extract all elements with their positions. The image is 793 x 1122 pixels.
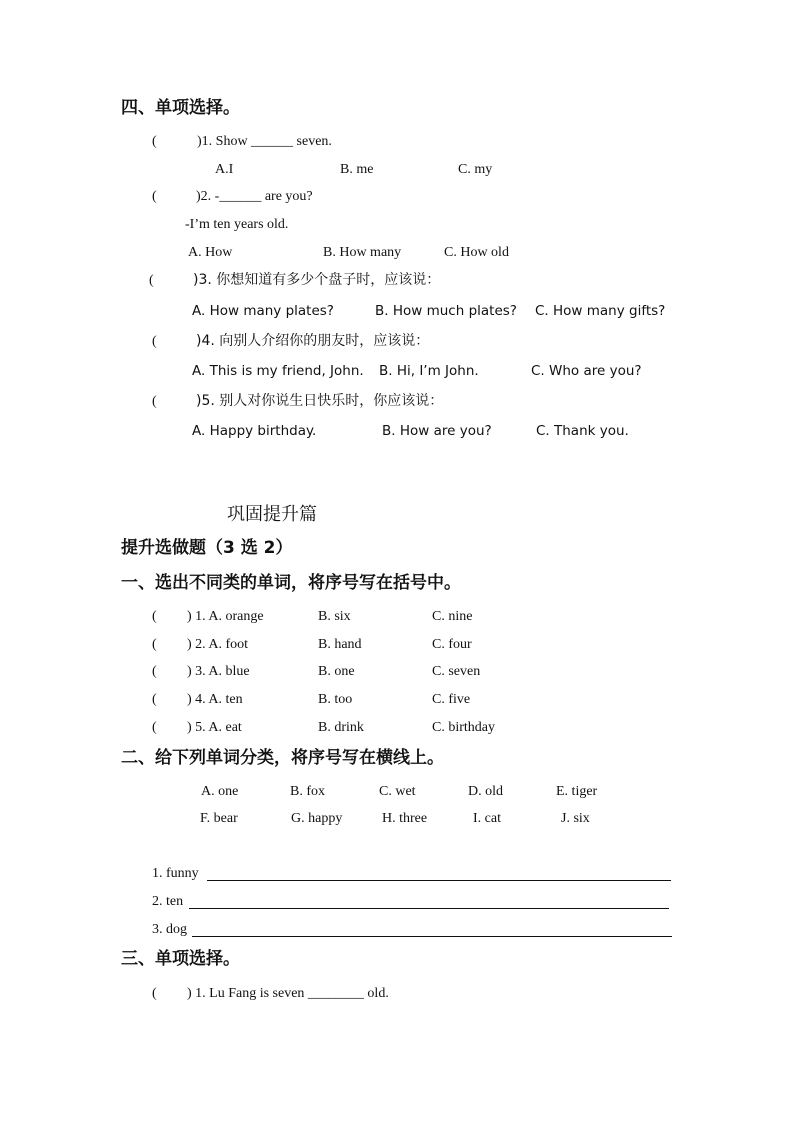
answer-paren[interactable]: ( (152, 609, 157, 624)
option-a: A. How many plates? (192, 303, 334, 319)
word-choice: B. fox (290, 784, 325, 799)
word-choice: E. tiger (556, 784, 598, 799)
answer-line[interactable] (207, 880, 671, 881)
word-choice: D. old (468, 784, 503, 799)
option-c: C. nine (432, 609, 473, 624)
question-stem: )2. -______ are you? (196, 189, 313, 204)
section-subtitle: 提升选做题（3 选 2） (121, 538, 293, 558)
option-c: C. five (432, 692, 471, 707)
answer-paren[interactable]: ( (152, 720, 157, 735)
option-b: B. How are you? (382, 423, 492, 439)
answer-paren[interactable]: ( (152, 134, 157, 149)
question-stem: )5. 别人对你说生日快乐时，你应该说： (196, 393, 444, 409)
section-heading-1: 一、选出不同类的单词，将序号写在括号中。 (121, 573, 461, 593)
option-a: A.I (215, 162, 234, 177)
answer-paren[interactable]: ( (152, 189, 157, 204)
option-b: B. Hi, I’m John. (379, 363, 479, 379)
question-stem: ) 1. Lu Fang is seven ________ old. (187, 986, 389, 1001)
option-b: B. six (318, 609, 351, 624)
list-item: ) 3. A. blue (187, 664, 250, 679)
option-b: B. How much plates? (375, 303, 517, 319)
word-choice: J. six (561, 811, 590, 826)
option-c: C. seven (432, 664, 481, 679)
word-choice: C. wet (379, 784, 416, 799)
word-choice: F. bear (200, 811, 238, 826)
option-b: B. too (318, 692, 353, 707)
section-heading-2: 二、给下列单词分类，将序号写在横线上。 (121, 748, 444, 768)
option-b: B. drink (318, 720, 364, 735)
option-c: C. four (432, 637, 472, 652)
list-item: ) 2. A. foot (187, 637, 249, 652)
word-choice: I. cat (473, 811, 501, 826)
question-stem: )1. Show ______ seven. (197, 134, 332, 149)
dialogue-line: -I’m ten years old. (185, 217, 289, 232)
answer-paren[interactable]: ( (152, 664, 157, 679)
answer-line[interactable] (192, 936, 672, 937)
answer-line[interactable] (189, 908, 669, 909)
answer-paren[interactable]: ( (152, 637, 157, 652)
answer-paren[interactable]: ( (152, 692, 157, 707)
option-b: B. me (340, 162, 374, 177)
word-choice: H. three (382, 811, 428, 826)
section-heading-3: 三、单项选择。 (121, 949, 240, 969)
option-c: C. How old (444, 245, 509, 260)
option-c: C. birthday (432, 720, 495, 735)
option-b: B. How many (323, 245, 402, 260)
option-c: C. How many gifts? (535, 303, 666, 319)
answer-paren[interactable]: ( (152, 334, 157, 349)
answer-paren[interactable]: ( (149, 273, 154, 288)
section-title: 巩固提升篇 (227, 504, 317, 525)
option-b: B. hand (318, 637, 362, 652)
word-choice: A. one (201, 784, 239, 799)
option-c: C. Who are you? (531, 363, 642, 379)
list-item: ) 5. A. eat (187, 720, 242, 735)
question-stem: )4. 向别人介绍你的朋友时，应该说： (196, 333, 430, 349)
option-a: A. Happy birthday. (192, 423, 317, 439)
list-item: ) 4. A. ten (187, 692, 243, 707)
category-label: 2. ten (152, 894, 184, 909)
option-a: A. How (188, 245, 233, 260)
section-heading-4: 四、单项选择。 (121, 98, 240, 118)
option-c: C. my (458, 162, 493, 177)
option-c: C. Thank you. (536, 423, 629, 439)
list-item: ) 1. A. orange (187, 609, 264, 624)
answer-paren[interactable]: ( (152, 394, 157, 409)
option-b: B. one (318, 664, 355, 679)
category-label: 3. dog (152, 922, 187, 937)
option-a: A. This is my friend, John. (192, 363, 364, 379)
category-label: 1. funny (152, 866, 199, 881)
word-choice: G. happy (291, 811, 343, 826)
question-stem: )3. 你想知道有多少个盘子时，应该说： (193, 272, 441, 288)
answer-paren[interactable]: ( (152, 986, 157, 1001)
